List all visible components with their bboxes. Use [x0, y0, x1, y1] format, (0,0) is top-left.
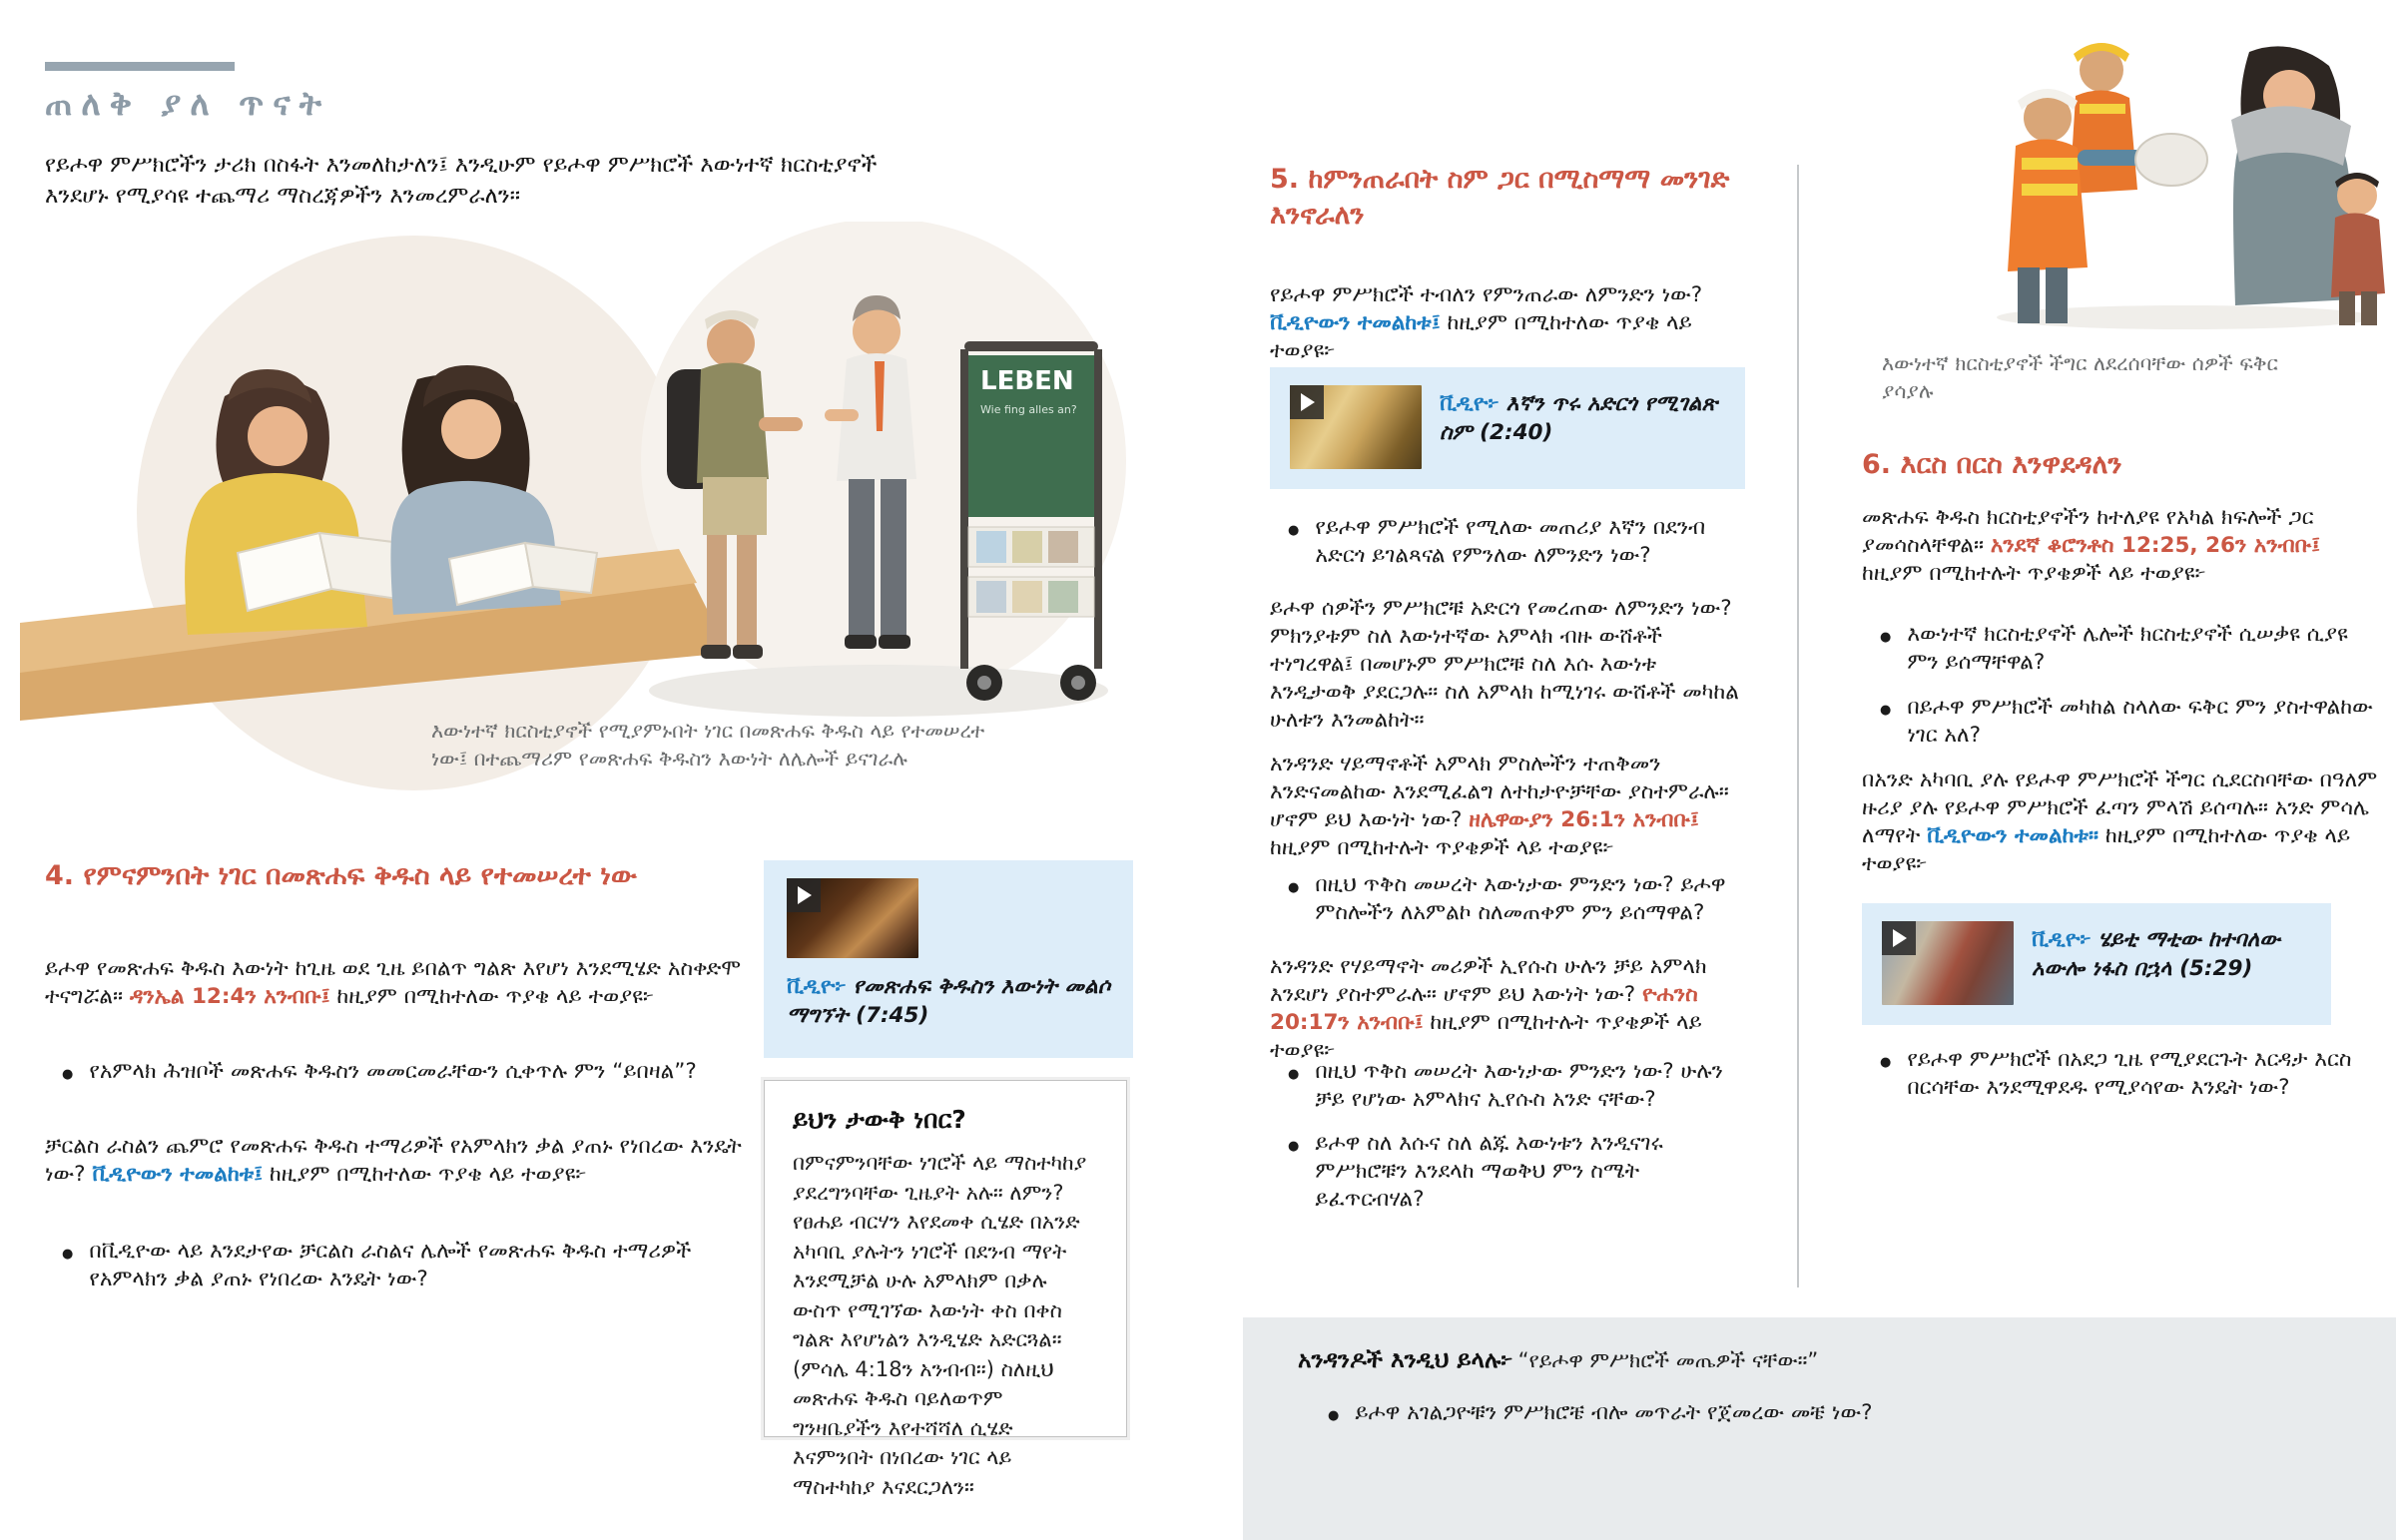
- section5-paragraph2: ይሖዋ ሰዎችን ምሥክሮቹ አድርጎ የመረጠው ለምንድን ነው? ምክንያቱም ስለ እውነተኛው አምላክ ብዙ ውሸቶች ተነግረዋል፤ በመሆኑም ምሥክሮቹ ስለ እሱ እውነቱ እንዲታወቅ ያደርጋሉ። ስለ አምላክ ከሚነገሩ ውሸቶች መካከል ሁለቱን እንመልከት።: [1270, 596, 1739, 733]
- bullet-text: በቪዲዮው ላይ እንደታየው ቻርልስ ራስልና ሌሎች የመጽሐፍ ቅዱስ ተማሪዎች የአምላክን ቃል ያጠኑ የነበረው እንዴት ነው?: [89, 1239, 692, 1291]
- section4-bullet2: [62, 1238, 761, 1293]
- page-title: ጠለቅ ያለ ጥናት: [45, 84, 331, 123]
- bullet-text: በዚህ ጥቅስ መሠረት እውነታው ምንድን ነው? ይሖዋ ምስሎችን ለአምልኮ ስለመጠቀም ምን ይሰማዋል?: [1315, 872, 1726, 925]
- section6-bullet1: [1880, 621, 2376, 677]
- section6-heading: 6. እርስ በርስ እንዋደዳለን: [1862, 449, 2122, 480]
- paragraph-text: ቻርልስ ራስልን ጨምሮ የመጽሐፍ ቅዱስ ተማሪዎች የአምላክን ቃል ያጠኑ የነበረው እንዴት ነው?: [45, 1134, 742, 1187]
- paragraph-text: መጽሐፍ ቅዱስ ክርስቲያኖችን ከተለያዩ የአካል ክፍሎች ጋር ያመሳስላቸዋል።: [1862, 505, 2314, 558]
- section5-paragraph1: [1270, 281, 1747, 365]
- paragraph-text: ከዚያም በሚከተለው ጥያቄ ላይ ተወያዩ፦: [1270, 310, 1692, 363]
- video-title[interactable]: የመጽሐፍ ቅዱስን እውነት መልሶ ማግኘት (7:45): [787, 974, 1111, 1028]
- section5-paragraph4: [1270, 953, 1749, 1065]
- intro-paragraph: የይሖዋ ምሥክሮችን ታሪክ በስፋት እንመለከታለን፤ እንዲሁም የይሖዋ ምሥክሮች እውነተኛ ክርስቲያኖች እንደሆኑ የሚያሳዩ ተጨማሪ ማስረጃዎችን እንመረምራለን።: [45, 152, 878, 209]
- video-title[interactable]: እኛን ጥሩ አድርጎ የሚገልጽ ስም (2:40): [1440, 391, 1718, 445]
- video-caption: [1440, 389, 1729, 447]
- paragraph-text: አንዳንድ ሃይማኖቶች አምላክ ምስሎችን ተጠቅመን እንድናመልከው እንደሚፈልግ ለተከታዮቻቸው ያስተምራሉ። ሆኖም ይህ እውነት ነው?: [1270, 752, 1729, 832]
- scripture-link-john[interactable]: ዮሐንስ 20:17ን አንብቡ፤: [1270, 982, 1698, 1035]
- video-card-bible-truth: [764, 860, 1133, 1058]
- section4-paragraph2: [45, 1133, 759, 1189]
- watch-video-link[interactable]: ቪዲዮውን ተመልከቱ፤: [92, 1162, 264, 1187]
- section5-bullet2: [1288, 871, 1749, 927]
- scripture-link-leviticus[interactable]: ዘሌዋውያን 26:1ን አንብቡ፤: [1469, 807, 1699, 832]
- bullet-icon: [1288, 1130, 1299, 1214]
- section6-bullet2: [1880, 694, 2376, 750]
- section6-bullet3: [1880, 1046, 2379, 1102]
- some-say-lead: አንዳንዶች እንዲህ ይላሉ፦: [1298, 1347, 1513, 1373]
- child-figure: [2331, 173, 2385, 325]
- bullet-text: የአምላክ ሕዝቦች መጽሐፍ ቅዱስን መመርመራቸውን ሲቀጥሉ ምን “ይበዛል”?: [89, 1059, 697, 1084]
- section4-bullet1: [62, 1058, 751, 1089]
- section4-heading: 4. የምናምንበት ነገር በመጽሐፍ ቅዱስ ላይ የተመሠረተ ነው: [45, 860, 637, 891]
- bullet-icon: [62, 1058, 73, 1089]
- paragraph-text: ከዚያም በሚከተለው ጥያቄ ላይ ተወያዩ፦: [263, 1162, 587, 1187]
- scripture-link-corinthians[interactable]: አንደኛ ቆሮንቶስ 12:25, 26ን አንብቡ፤: [1990, 533, 2321, 558]
- some-say-quote: “የይሖዋ ምሥክሮች መጤዎች ናቸው።”: [1517, 1348, 1819, 1372]
- did-you-know-heading: ይህን ታውቅ ነበር?: [793, 1105, 966, 1134]
- video-label: ቪዲዮ፦: [787, 974, 847, 999]
- paragraph-text: ከዚያም በሚከተሉት ጥያቄዎች ላይ ተወያዩ፦: [1270, 835, 1614, 860]
- video-label: ቪዲዮ፦: [2032, 927, 2092, 952]
- bullet-text: ይሖዋ ስለ እሱና ስለ ልጁ እውነቱን እንዲናገሩ ምሥክሮቹን እንደላከ ማወቅህ ምን ስሜት ይፈጥርብሃል?: [1315, 1131, 1663, 1212]
- paragraph-text: ከዚያም በሚከተለው ጥያቄ ላይ ተወያዩ፦: [1862, 823, 2351, 876]
- some-say-lead-line: [1298, 1347, 2336, 1373]
- paragraph-text: የይሖዋ ምሥክሮች ተብለን የምንጠራው ለምንድን ነው?: [1270, 282, 1703, 307]
- video-thumbnail[interactable]: [787, 878, 918, 958]
- column-divider: [1797, 165, 1799, 1287]
- video-caption: [787, 972, 1111, 1030]
- play-icon[interactable]: [1290, 385, 1324, 419]
- video-label: ቪዲዮ፦: [1440, 391, 1499, 416]
- section5-paragraph3: [1270, 751, 1749, 862]
- watch-video-link[interactable]: ቪዲዮውን ተመልከቱ።: [1927, 823, 2099, 848]
- scripture-link-daniel[interactable]: ዳንኤል 12:4ን አንብቡ፤: [129, 984, 330, 1009]
- video-card-good-name: [1270, 367, 1745, 489]
- title-accent-bar: [45, 62, 235, 71]
- section4-paragraph1: [45, 955, 759, 1011]
- bullet-icon: [1288, 1058, 1299, 1114]
- study-illustration-caption: እውነተኛ ክርስቲያኖች የሚያምኑበት ነገር በመጽሐፍ ቅዱስ ላይ የተመሠረተ ነው፤ በተጨማሪም የመጽሐፍ ቅዱስን እውነት ለሌሎች ይናገራሉ: [431, 719, 985, 770]
- relief-illustration-caption: እውነተኛ ክርስቲያኖች ችግር ለደረሰባቸው ሰዎች ፍቅር ያሳያሉ: [1882, 351, 2278, 403]
- section5-bullet1: [1288, 514, 1749, 570]
- paragraph-text: ከዚያም በሚከተሉት ጥያቄዎች ላይ ተወያዩ፦: [1270, 1010, 1702, 1063]
- some-say-bullet: [1328, 1399, 2276, 1430]
- section5-heading: 5. ከምንጠራበት ስም ጋር በሚስማማ መንገድ እንኖራለን: [1270, 164, 1730, 231]
- disaster-relief-illustration: [1982, 0, 2396, 331]
- paragraph-text: በአንድ አካባቢ ያሉ የይሖዋ ምሥክሮች ችግር ሲደርስባቸው በዓለም ዙሪያ ያሉ የይሖዋ ምሥክሮች ፈጣን ምላሽ ይሰጣሉ። አንድ ምሳሌ ለማየት: [1862, 768, 2378, 848]
- section6-paragraph1: [1862, 504, 2381, 588]
- bullet-icon: [62, 1238, 73, 1293]
- video-caption: [2032, 925, 2316, 983]
- bullet-text: ይሖዋ አገልጋዮቹን ምሥክሮቼ ብሎ መጥራት የጀመረው መቼ ነው?: [1355, 1400, 1873, 1425]
- video-thumbnail[interactable]: [1882, 921, 2014, 1005]
- video-thumbnail[interactable]: [1290, 385, 1422, 469]
- relief-bag: [2135, 134, 2207, 186]
- cart-poster-title: LEBEN: [980, 366, 1074, 396]
- section6-paragraph2: [1862, 767, 2381, 878]
- cart-poster-subtitle: Wie fing alles an?: [980, 403, 1077, 416]
- watch-video-link[interactable]: ቪዲዮውን ተመልከቱ፤: [1270, 310, 1441, 335]
- bullet-icon: [1288, 514, 1299, 570]
- some-say-box: [1243, 1317, 2396, 1540]
- bullet-icon: [1880, 621, 1891, 677]
- paragraph-text: ከዚያም በሚከተለው ጥያቄ ላይ ተወያዩ፦: [329, 984, 655, 1009]
- did-you-know-body: በምናምንባቸው ነገሮች ላይ ማስተካከያ ያደረግንባቸው ጊዜያት አሉ። ለምን? የፀሐይ ብርሃን እየደመቀ ሲሄድ በአንድ አካባቢ ያሉትን ነገሮች በደንብ ማየት እንደሚቻል ሁሉ አምላክም በቃሉ ውስጥ የሚገኘው እውነት ቀስ በቀስ ግልጽ እየሆነልን እንዲሄድ አድርጓል። (ምሳሌ 4:18ን አንብብ።) ስለዚህ መጽሐፍ ቅዱስ ባይለወጥም ግንዛቤያችን እየተሻሻለ ሲሄድ እናምንበት በነበረው ነገር ላይ ማስተካከያ እናደርጋለን።: [793, 1151, 1087, 1499]
- bullet-icon: [1328, 1399, 1339, 1430]
- bullet-text: የይሖዋ ምሥክሮች በአደጋ ጊዜ የሚያደርጉት እርዳታ እርስ በርሳቸው እንደሚዋደዱ የሚያሳየው እንዴት ነው?: [1907, 1047, 2352, 1100]
- bullet-text: የይሖዋ ምሥክሮች የሚለው መጠሪያ እኛን በደንብ አድርጎ ይገልጻናል የምንለው ለምንድን ነው?: [1315, 515, 1706, 568]
- video-card-haiti: [1862, 903, 2331, 1025]
- bullet-text: በዚህ ጥቅስ መሠረት እውነታው ምንድን ነው? ሁሉን ቻይ የሆነው አምላክና ኢየሱስ አንድ ናቸው?: [1315, 1059, 1723, 1112]
- bullet-icon: [1880, 1046, 1891, 1102]
- paragraph-text: አንዳንድ የሃይማኖት መሪዎች ኢየሱስ ሁሉን ቻይ አምላክ እንደሆነ ያስተምራሉ። ሆኖም ይህ እውነት ነው?: [1270, 954, 1707, 1007]
- section5-bullet3: [1288, 1058, 1749, 1114]
- relief-worker-yellow-hat: [2070, 43, 2137, 194]
- did-you-know-box: [764, 1080, 1127, 1499]
- section5-bullet4: [1288, 1130, 1749, 1214]
- bullet-icon: [1288, 871, 1299, 927]
- bullet-text: በይሖዋ ምሥክሮች መካከል ስላለው ፍቅር ምን ያስተዋልከው ነገር አለ?: [1907, 695, 2373, 748]
- paragraph-text: ይሖዋ የመጽሐፍ ቅዱስ እውነት ከጊዜ ወደ ጊዜ ይበልጥ ግልጽ እየሆነ እንደሚሄድ አስቀድሞ ተናግሯል።: [45, 956, 742, 1009]
- bullet-text: እውነተኛ ክርስቲያኖች ሌሎች ክርስቲያኖች ሲሠቃዩ ሲያዩ ምን ይሰማቸዋል?: [1907, 622, 2348, 675]
- play-icon[interactable]: [787, 878, 821, 912]
- paragraph-text: ከዚያም በሚከተሉት ጥያቄዎች ላይ ተወያዩ፦: [1862, 561, 2206, 586]
- play-icon[interactable]: [1882, 921, 1916, 955]
- video-title[interactable]: ሄይቲ ማቲው ከተባለው አውሎ ነፋስ በኋላ (5:29): [2032, 927, 2280, 981]
- bullet-icon: [1880, 694, 1891, 750]
